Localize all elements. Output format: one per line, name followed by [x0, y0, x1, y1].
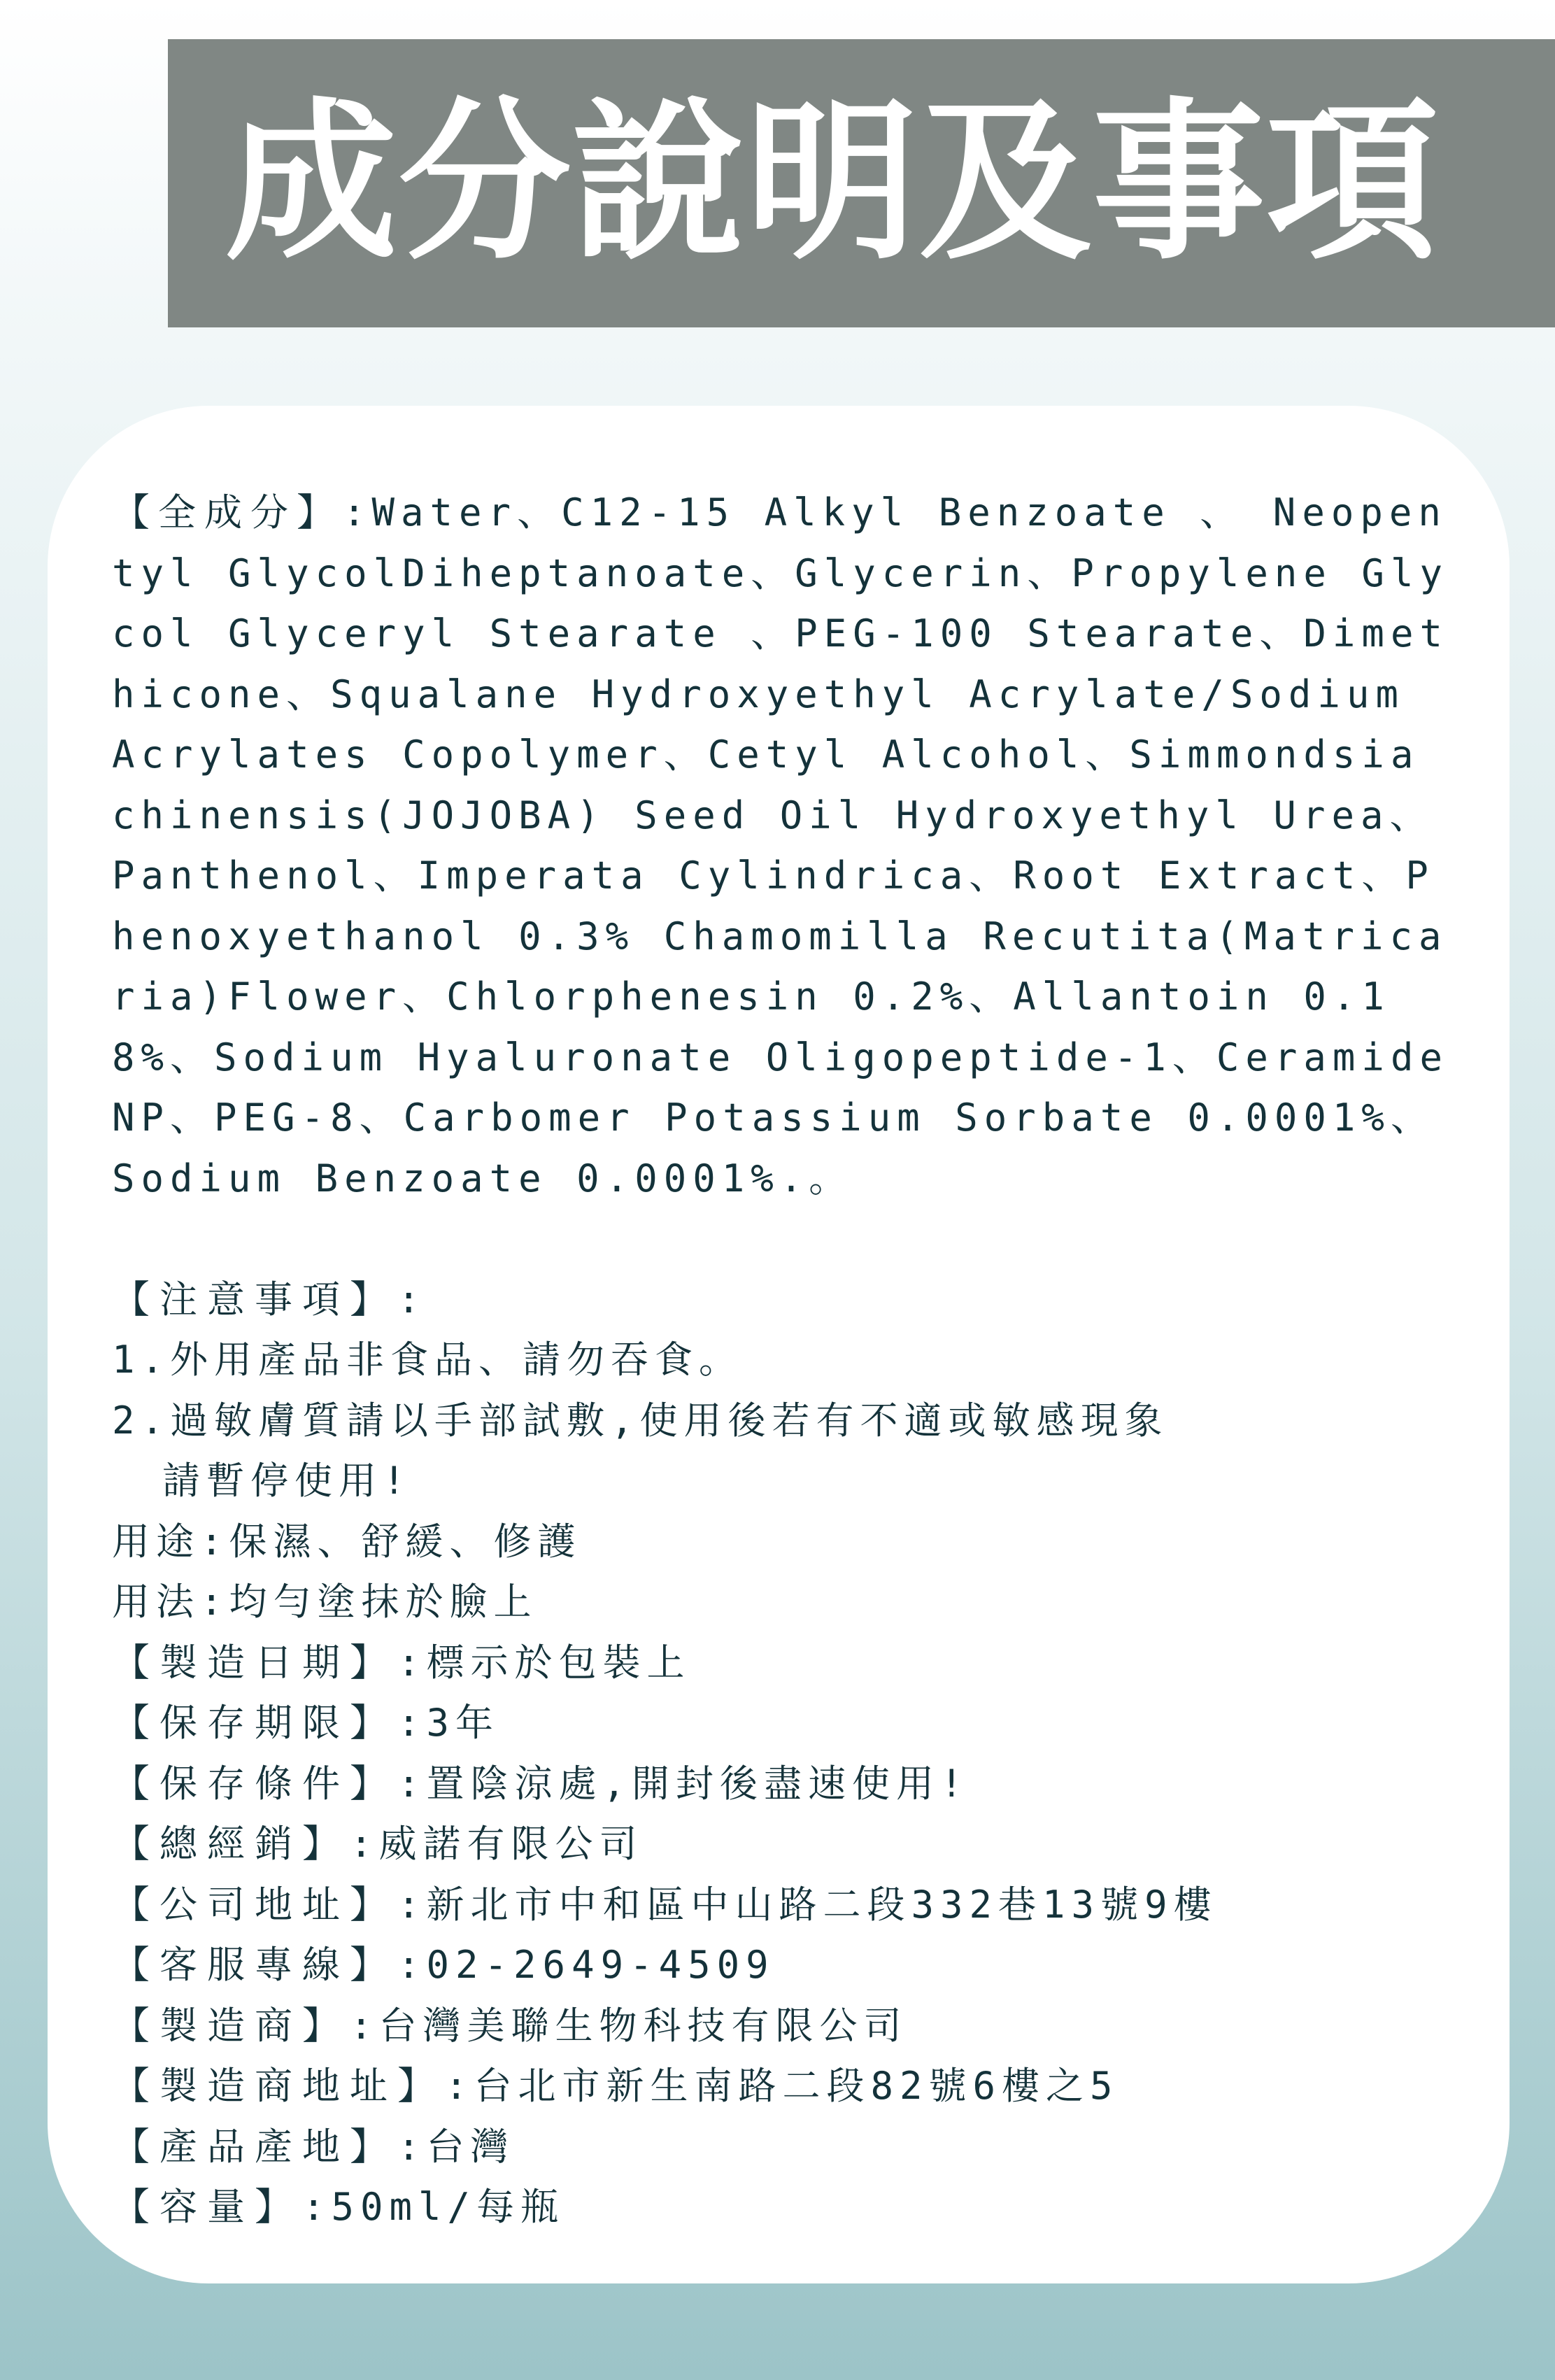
detail-company-address	[112, 1875, 1462, 1936]
detail-usage-purpose	[112, 1512, 1462, 1573]
detail-label: 【製造商】	[112, 2003, 350, 2048]
detail-separator: :	[350, 1822, 379, 1866]
ingredients-label: 【全成分】	[112, 490, 343, 534]
notes-item-1: 1.外用產品非食品、請勿吞食。	[112, 1338, 744, 1382]
notes-item-2-continued: 請暫停使用!	[162, 1459, 412, 1503]
notes-item-2: 2.過敏膚質請以手部試敷,使用後若有不適或敏感現象	[112, 1398, 1169, 1443]
detail-label: 【保存期限】	[112, 1701, 397, 1745]
detail-value: 威諾有限公司	[378, 1822, 644, 1866]
detail-value: 02-2649-4509	[426, 1943, 775, 1987]
detail-label: 【客服專線】	[112, 1943, 397, 1987]
info-text-block	[112, 483, 1462, 2238]
detail-separator: :	[350, 2003, 379, 2048]
detail-separator: :	[200, 1580, 229, 1624]
page-title: 成分說明及事項	[225, 83, 1440, 283]
detail-separator: :	[445, 2064, 474, 2108]
detail-label: 用途	[112, 1519, 200, 1564]
detail-label: 【製造商地址】	[112, 2064, 445, 2108]
detail-volume	[112, 2177, 1462, 2238]
detail-label: 【保存條件】	[112, 1761, 397, 1806]
ingredients-list: :Water、C12-15 Alkyl Benzoate 、 Neopentyl GlycolDiheptanoate、Glycerin、Propylene Glycol Glyceryl Stearate 、PEG-100 Stearate、Dimethicone、Squalane Hydroxyethyl Acrylate/Sodium Acrylates Copolymer、Cetyl Alcohol、Simmondsia chinensis(JOJOBA) Seed Oil Hydroxyethyl Urea、Panthenol、Imperata Cylindrica、Root Extract、Phenoxyethanol 0.3% Chamomilla Recutita(Matricaria)Flower、Chlorphenesin 0.2%、Allantoin 0.18%、Sodium Hyaluronate Oligopeptide-1、Ceramide NP、PEG-8、Carbomer Potassium Sorbate 0.0001%、Sodium Benzoate 0.0001%.。	[112, 490, 1449, 1200]
ingredients-paragraph	[112, 483, 1462, 1209]
detail-value: 保濕、舒緩、修護	[229, 1519, 582, 1564]
detail-label: 用法	[112, 1580, 200, 1624]
detail-label: 【產品產地】	[112, 2124, 397, 2169]
detail-value: 置陰涼處,開封後盡速使用!	[426, 1761, 970, 1806]
detail-label: 【總經銷】	[112, 1822, 350, 1866]
detail-origin	[112, 2117, 1462, 2178]
detail-separator: :	[397, 1761, 427, 1806]
detail-label: 【公司地址】	[112, 1882, 397, 1927]
detail-shelf-life	[112, 1693, 1462, 1754]
detail-separator: :	[200, 1519, 229, 1564]
detail-value: 台灣美聯生物科技有限公司	[378, 2003, 908, 2048]
detail-separator: :	[397, 2124, 427, 2169]
detail-value: 台北市新生南路二段82號6樓之5	[474, 2064, 1119, 2108]
detail-value: 台灣	[426, 2124, 515, 2169]
detail-value: 3年	[426, 1701, 500, 1745]
detail-separator: :	[397, 1640, 427, 1685]
detail-value: 均勻塗抹於臉上	[229, 1580, 538, 1624]
detail-separator: :	[397, 1701, 427, 1745]
detail-storage-conditions	[112, 1754, 1462, 1815]
detail-separator: :	[302, 2185, 332, 2229]
detail-manufacturer	[112, 1996, 1462, 2057]
detail-value: 50ml/每瓶	[331, 2185, 565, 2229]
notes-heading: 【注意事項】:	[112, 1277, 430, 1322]
section-spacer	[112, 1209, 1462, 1270]
title-banner	[168, 39, 1555, 327]
detail-label: 【製造日期】	[112, 1640, 397, 1685]
detail-manufacturer-address	[112, 2056, 1462, 2117]
detail-label: 【容量】	[112, 2185, 302, 2229]
detail-service-phone	[112, 1935, 1462, 1996]
detail-value: 新北市中和區中山路二段332巷13號9樓	[426, 1882, 1218, 1927]
detail-value: 標示於包裝上	[426, 1640, 691, 1685]
detail-separator: :	[397, 1882, 427, 1927]
detail-distributor	[112, 1814, 1462, 1875]
detail-separator: :	[397, 1943, 427, 1987]
detail-usage-method	[112, 1572, 1462, 1633]
detail-manufacture-date	[112, 1633, 1462, 1694]
